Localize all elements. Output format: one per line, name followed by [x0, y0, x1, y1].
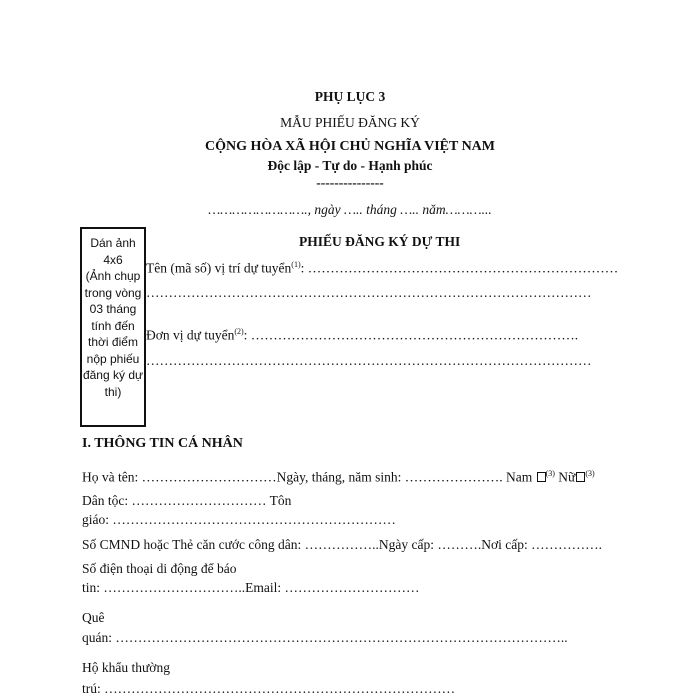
position-line-continuation: ……………………………………………………………………………………… — [146, 285, 592, 300]
position-line — [146, 260, 618, 277]
appendix-title: PHỤ LỤC 3 — [314, 89, 386, 104]
male-checkbox[interactable] — [537, 472, 546, 482]
position-footnote: (1) — [291, 260, 301, 269]
motto: Độc lập - Tự do - Hạnh phúc — [267, 158, 433, 173]
photo-placeholder-box — [80, 227, 146, 427]
photo-box-line: thi) — [104, 384, 122, 399]
unit-label: Đơn vị dự tuyển — [146, 327, 235, 343]
date-line: ……………………., ngày ….. tháng ….. năm………... — [208, 202, 492, 217]
residence-line: trú: …………………………………………………………………… — [82, 681, 456, 696]
ethnicity-line: Dân tộc: ………………………… Tôn — [82, 493, 292, 508]
republic-title: CỘNG HÒA XÃ HỘI CHỦ NGHĨA VIỆT NAM — [204, 139, 495, 154]
photo-box-line: 4x6 — [103, 252, 123, 267]
phone-line-1: Số điện thoại di động để báo — [82, 561, 237, 576]
position-dots: : …………………………………………………………… — [300, 260, 619, 276]
residence-label-line: Hộ khẩu thường — [82, 660, 170, 675]
photo-box-line: nộp phiếu — [86, 351, 140, 366]
photo-box-line: đăng ký dự — [82, 368, 144, 382]
female-label: Nữ — [554, 469, 576, 485]
male-footnote: (3) — [545, 469, 555, 478]
phone-email-line: tin: …………………………..Email: ………………………… — [82, 580, 420, 595]
name-dob-text: Họ và tên: …………………………Ngày, tháng, năm sinh: …………………. Nam — [82, 469, 536, 485]
photo-box-line: thời điểm — [88, 335, 138, 349]
photo-box-line: tính đến — [91, 318, 135, 333]
hometown-line: quán: ……………………………………………………………………………………….. — [82, 630, 568, 645]
photo-box-line: (Ảnh chụp — [85, 269, 141, 283]
unit-line-continuation: ……………………………………………………………………………………… — [146, 353, 592, 368]
section-personal-info-title: I. THÔNG TIN CÁ NHÂN — [82, 436, 243, 451]
photo-box-line: trong vòng — [84, 285, 142, 300]
unit-dots: : ………………………………………………………………. — [243, 327, 579, 343]
unit-footnote: (2) — [234, 327, 244, 336]
position-label: Tên (mã số) vị trí dự tuyển — [146, 260, 292, 276]
form-name: MẪU PHIẾU ĐĂNG KÝ — [280, 115, 420, 130]
motto-divider: --------------- — [316, 175, 384, 190]
photo-box-line: 03 tháng — [89, 302, 137, 316]
id-card-line: Số CMND hoặc Thẻ căn cước công dân: ……………..Ngày cấp: ……….Nơi cấp: ……………. — [82, 537, 603, 552]
unit-line — [146, 327, 578, 344]
name-dob-line — [82, 469, 595, 486]
female-footnote: (3) — [585, 469, 595, 478]
photo-box-line: Dán ảnh — [90, 236, 136, 250]
hometown-label-line: Quê — [82, 610, 105, 625]
registration-title: PHIẾU ĐĂNG KÝ DỰ THI — [299, 234, 461, 249]
religion-line: giáo: ……………………………………………………… — [82, 512, 396, 527]
